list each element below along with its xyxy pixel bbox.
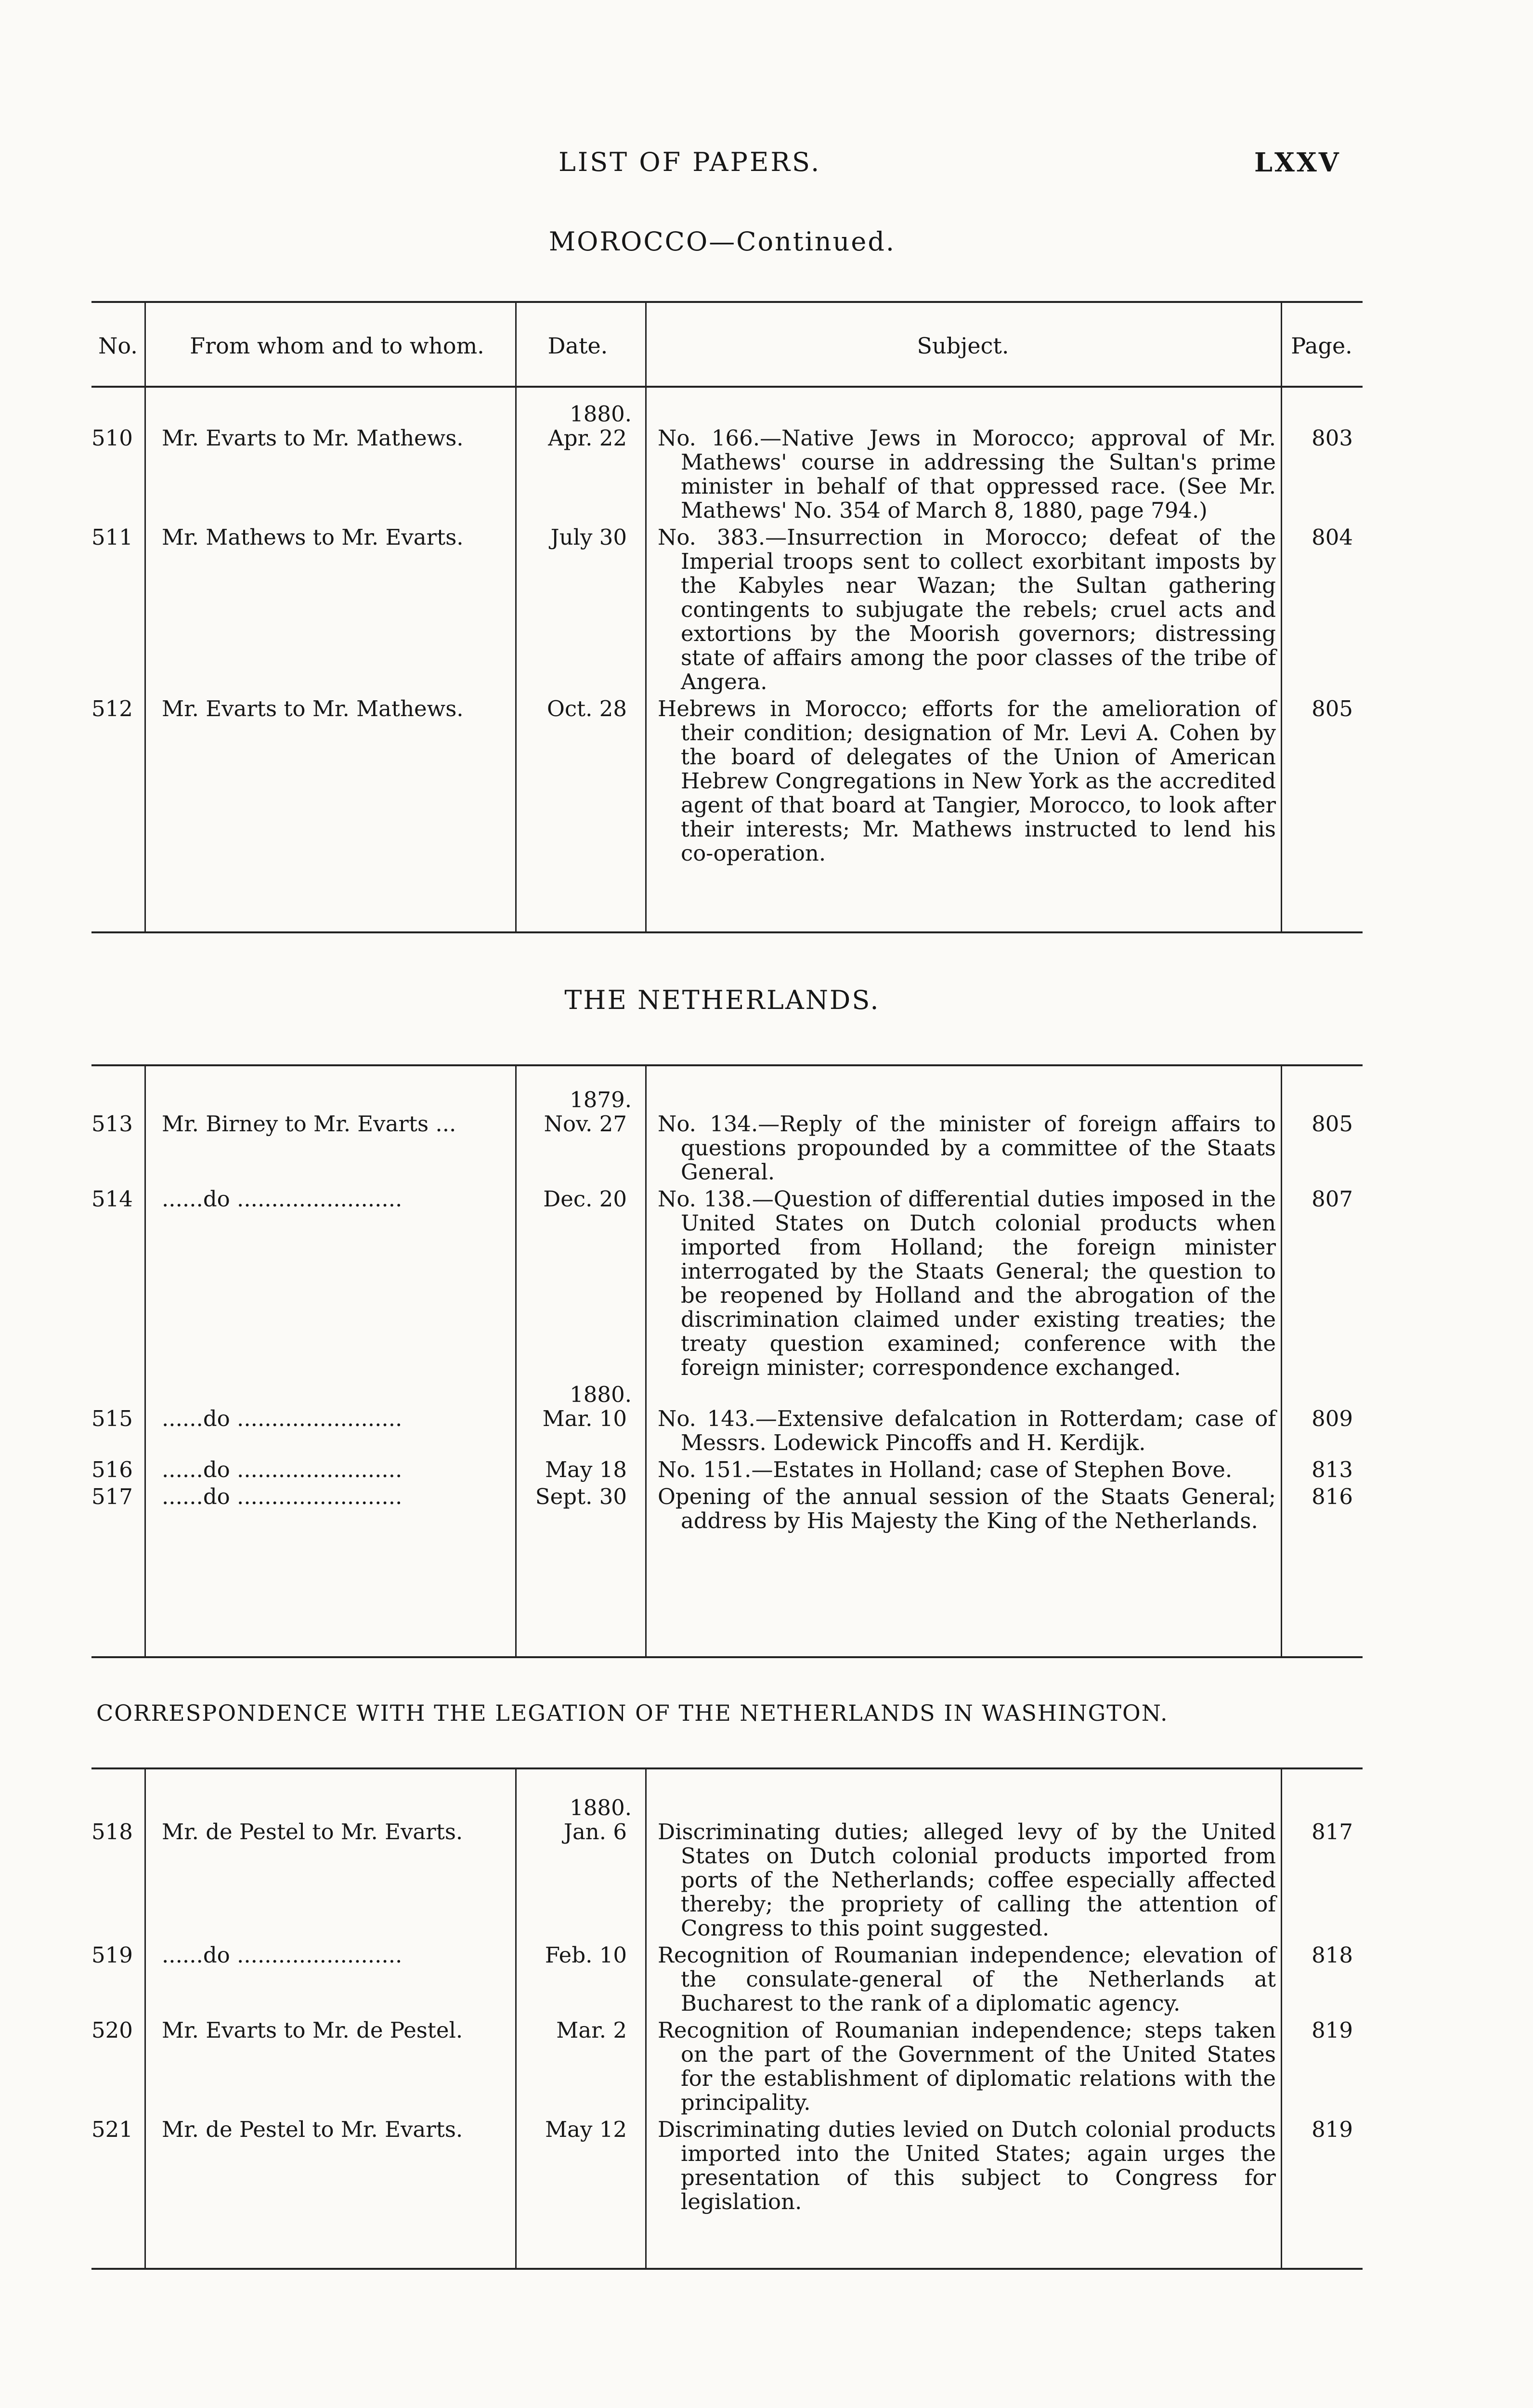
column-header-row (91, 303, 1363, 388)
rows-netherlands (91, 1066, 1363, 1533)
entry-number: 520 (91, 2017, 133, 2043)
entry-subject: No. 134.—Reply of the minister of foreign affairs to questions propounded by a committee of the Staats General. (658, 1111, 1276, 1185)
entry-page: 809 (1312, 1406, 1353, 1431)
entry-date: Feb. 10 (545, 1942, 627, 1968)
entry-subject: No. 383.—Insurrection in Morocco; defeat of the Imperial troops sent to collect exorbitant imposts by the Kabyles near Wazan; the Sultan gathering contingents to subjugate the rebels; cruel acts and extortions by the Moorish governors; distressing state of affairs among the poor classes of the tribe of Angera. (658, 524, 1276, 694)
entry-number: 517 (91, 1484, 133, 1509)
entry-correspondents: ......do ........................ (162, 1406, 403, 1431)
entry-correspondents: ......do ........................ (162, 1942, 403, 1968)
table-netherlands (91, 1064, 1363, 1658)
entry-subject: Discriminating duties levied on Dutch colonial products imported into the United States; again urges the presentation of this subject to Congress for legislation. (658, 2117, 1276, 2214)
entry-date: May 12 (545, 2117, 627, 2142)
entry-subject: No. 143.—Extensive defalcation in Rotterdam; case of Messrs. Lodewick Pincoffs and H. Kerdijk. (658, 1406, 1276, 1455)
year-row (91, 1088, 1363, 1112)
entry-page: 819 (1312, 2117, 1353, 2142)
year-row (91, 402, 1363, 426)
entry-number: 518 (91, 1819, 133, 1845)
rows-morocco (91, 388, 1363, 865)
entry-subject: No. 166.—Native Jews in Morocco; approval of Mr. Mathews' course in addressing the Sultan's prime minister in behalf of that oppressed race. (See Mr. Mathews' No. 354 of March 8, 1880, page 794.) (658, 425, 1276, 523)
entry-date: Oct. 28 (546, 696, 627, 721)
year-row (91, 1796, 1363, 1820)
entry-page: 816 (1312, 1484, 1353, 1509)
column-header-no: No. (98, 333, 138, 359)
entry-page: 803 (1312, 425, 1353, 451)
table-row (91, 1407, 1363, 1455)
entry-subject: Recognition of Roumanian independence; steps taken on the part of the Government of the United States for the establishment of diplomatic relations with the principality. (658, 2017, 1276, 2115)
section-title-netherlands: THE NETHERLANDS. (564, 985, 880, 1015)
entry-subject: No. 138.—Question of differential duties imposed in the United States on Dutch colonial products when imported from Holland; the foreign minister interrogated by the Staats General; the question to be reopened by Holland and the abrogation of the discrimination claimed under existing treaties; the treaty question examined; conference with the foreign minister; correspondence exchanged. (658, 1186, 1276, 1380)
entry-page: 819 (1312, 2017, 1353, 2043)
entry-number: 513 (91, 1111, 133, 1137)
entry-number: 511 (91, 524, 133, 550)
entry-subject: No. 151.—Estates in Holland; case of Stephen Bove. (658, 1457, 1233, 1482)
entry-subject: Discriminating duties; alleged levy of by the United States on Dutch colonial products imported from ports of the Netherlands; coffee especially affected thereby; the propriety of calling the attention of Congress to this point suggested. (658, 1819, 1276, 1941)
entry-date: Sept. 30 (535, 1484, 627, 1509)
table-row (91, 2118, 1363, 2214)
table-row (91, 2018, 1363, 2115)
entry-year: 1880. (570, 1382, 632, 1407)
column-header-from: From whom and to whom. (190, 333, 484, 359)
entry-page: 804 (1312, 524, 1353, 550)
column-header-subject: Subject. (917, 333, 1009, 359)
entry-page: 805 (1312, 696, 1353, 721)
entry-number: 516 (91, 1457, 133, 1482)
table-row (91, 1112, 1363, 1184)
entry-subject: Hebrews in Morocco; efforts for the amelioration of their condition; designation of Mr. Levi A. Cohen by the board of delegates of the Union of American Hebrew Congregations in New York as the accredited agent of that board at Tangier, Morocco, to look after their interests; Mr. Mathews instructed to lend his co-operation. (658, 696, 1276, 866)
entry-correspondents: Mr. de Pestel to Mr. Evarts. (162, 1819, 463, 1845)
table-morocco (91, 301, 1363, 933)
entry-number: 512 (91, 696, 133, 721)
entry-date: Mar. 2 (556, 2017, 627, 2043)
page-header (0, 147, 1533, 181)
entry-correspondents: Mr. Evarts to Mr. de Pestel. (162, 2017, 463, 2043)
entry-correspondents: ......do ........................ (162, 1186, 403, 1212)
page-title: LIST OF PAPERS. (559, 147, 821, 177)
entry-subject: Recognition of Roumanian independence; elevation of the consulate-general of the Netherlands at Bucharest to the rank of a diplomatic agency. (658, 1942, 1276, 2016)
entry-page: 813 (1312, 1457, 1353, 1482)
column-header-page: Page. (1291, 333, 1352, 359)
entry-year: 1879. (570, 1087, 632, 1112)
section-title-morocco: MOROCCO—Continued. (548, 226, 896, 257)
entry-correspondents: Mr. Evarts to Mr. Mathews. (162, 425, 464, 451)
table-row (91, 1820, 1363, 1940)
entry-date: Jan. 6 (563, 1819, 627, 1845)
section-title-correspondence: CORRESPONDENCE WITH THE LEGATION OF THE NETHERLANDS IN WASHINGTON. (96, 1700, 1169, 1726)
entry-date: Apr. 22 (548, 425, 627, 451)
year-row (91, 1383, 1363, 1407)
entry-date: July 30 (550, 524, 627, 550)
table-row (91, 1485, 1363, 1533)
entry-number: 519 (91, 1942, 133, 1968)
entry-page: 805 (1312, 1111, 1353, 1137)
entry-date: Dec. 20 (543, 1186, 627, 1212)
entry-year: 1880. (570, 1795, 632, 1820)
entry-number: 514 (91, 1186, 133, 1212)
table-row (91, 426, 1363, 523)
table-row (91, 1187, 1363, 1380)
table-row (91, 1458, 1363, 1482)
entry-number: 515 (91, 1406, 133, 1431)
table-correspondence (91, 1767, 1363, 2270)
rows-correspondence (91, 1769, 1363, 2214)
entry-date: May 18 (545, 1457, 627, 1482)
table-row (91, 697, 1363, 865)
entry-correspondents: Mr. Birney to Mr. Evarts ... (162, 1111, 456, 1137)
entry-correspondents: ......do ........................ (162, 1484, 403, 1509)
entry-date: Mar. 10 (542, 1406, 627, 1431)
entry-number: 521 (91, 2117, 133, 2142)
entry-date: Nov. 27 (544, 1111, 627, 1137)
entry-subject: Opening of the annual session of the Staats General; address by His Majesty the King of the Netherlands. (658, 1484, 1276, 1533)
entry-year: 1880. (570, 401, 632, 427)
table-row (91, 1943, 1363, 2015)
entry-correspondents: ......do ........................ (162, 1457, 403, 1482)
entry-correspondents: Mr. de Pestel to Mr. Evarts. (162, 2117, 463, 2142)
entry-page: 817 (1312, 1819, 1353, 1845)
column-header-date: Date. (547, 333, 608, 359)
entry-page: 818 (1312, 1942, 1353, 1968)
entry-correspondents: Mr. Evarts to Mr. Mathews. (162, 696, 464, 721)
entry-correspondents: Mr. Mathews to Mr. Evarts. (162, 524, 464, 550)
entry-number: 510 (91, 425, 133, 451)
entry-page: 807 (1312, 1186, 1353, 1212)
page-number: LXXV (1254, 147, 1341, 178)
table-row (91, 525, 1363, 694)
